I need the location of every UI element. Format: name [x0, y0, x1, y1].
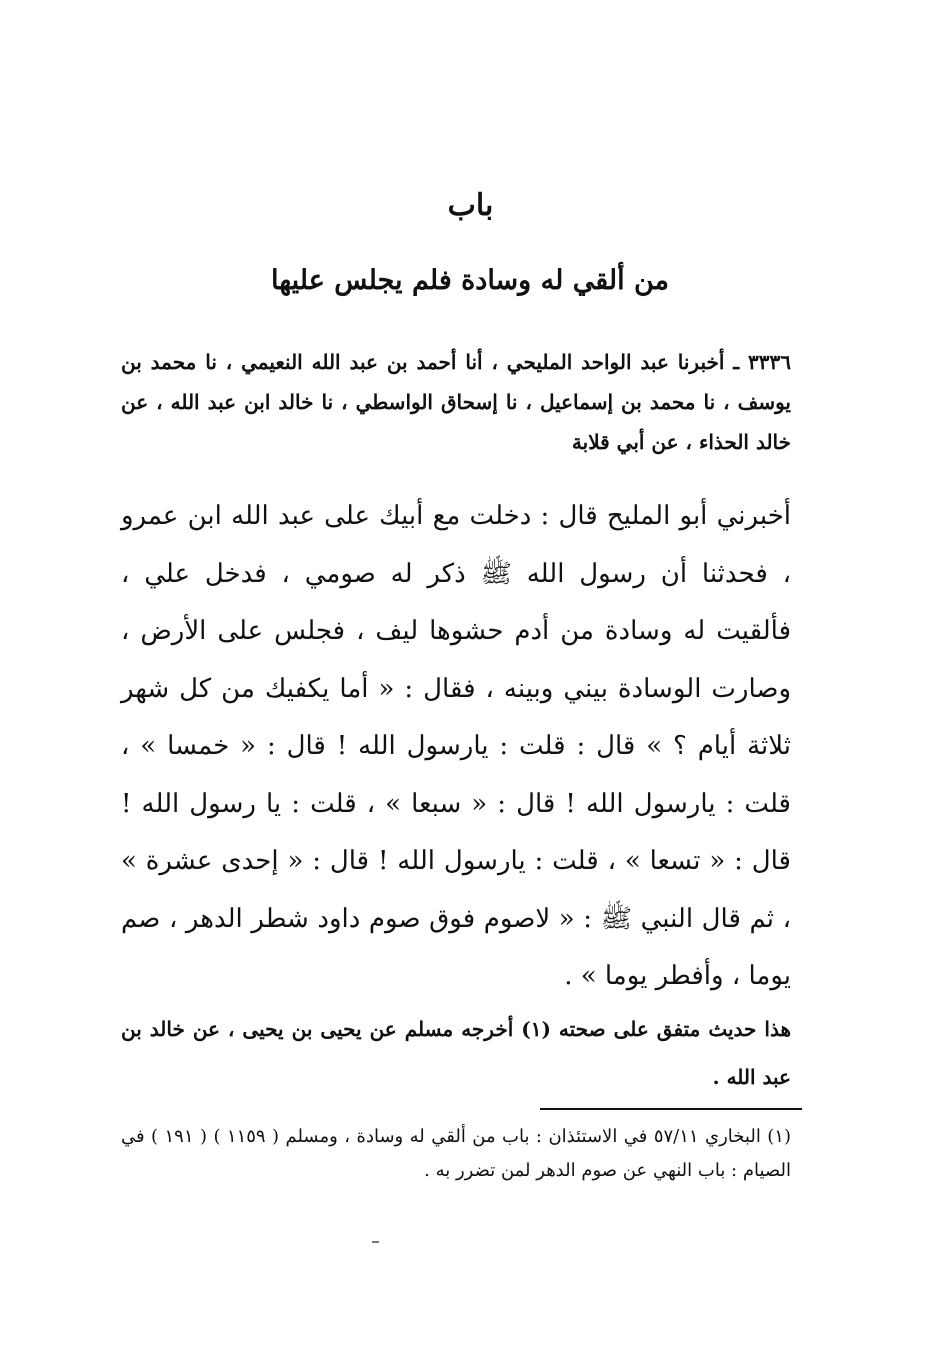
- hadith-commentary: هذا حديث متفق على صحته (١) أخرجه مسلم عن يحيى بن يحيى ، عن خالد بن عبد الله .: [121, 1017, 791, 1089]
- chapter-subtitle: من ألقي له وسادة فلم يجلس عليها: [270, 265, 670, 296]
- hadith-matn: أخبرني أبو المليح قال : دخلت مع أبيك على عبد الله ابن عمرو ، فحدثنا أن رسول الله ﷺ ذكر له صومي ، فدخل علي ، فألقيت له وسادة من أدم حشوها ليف ، فجلس على الأرض ، وصارت الوسادة بيني وبينه ، فقال : « أما يكفيك من كل شهر ثلاثة أيام ؟ » قال : قلت : يارسول الله ! قال : « خمسا » ، قلت : يارسول الله ! قال : « سبعا » ، قلت : يا رسول الله ! قال : « تسعا » ، قلت : يارسول الله ! قال : « إحدى عشرة » ، ثم قال النبي ﷺ : « لاصوم فوق صوم داود شطر الدهر ، صم يوما ، وأفطر يوما » .: [121, 501, 791, 991]
- scan-speck: [372, 1241, 379, 1243]
- hadith-isnad: ٣٣٣٦ ـ أخبرنا عبد الواحد المليحي ، أنا أحمد بن عبد الله النعيمي ، نا محمد بن يوسف ، نا محمد بن إسماعيل ، نا إسحاق الواسطي ، نا خالد ابن عبد الله ، عن خالد الحذاء ، عن أبي قلابة: [121, 350, 791, 454]
- footnote: (١) البخاري ٥٧/١١ في الاستئذان : باب من ألقي له وسادة ، ومسلم ( ١١٥٩ ) ( ١٩١ ) في الصيام : باب النهي عن صوم الدهر لمن تضرر به .: [121, 1126, 791, 1181]
- chapter-heading: باب: [447, 188, 494, 223]
- footnote-separator: [540, 1108, 802, 1110]
